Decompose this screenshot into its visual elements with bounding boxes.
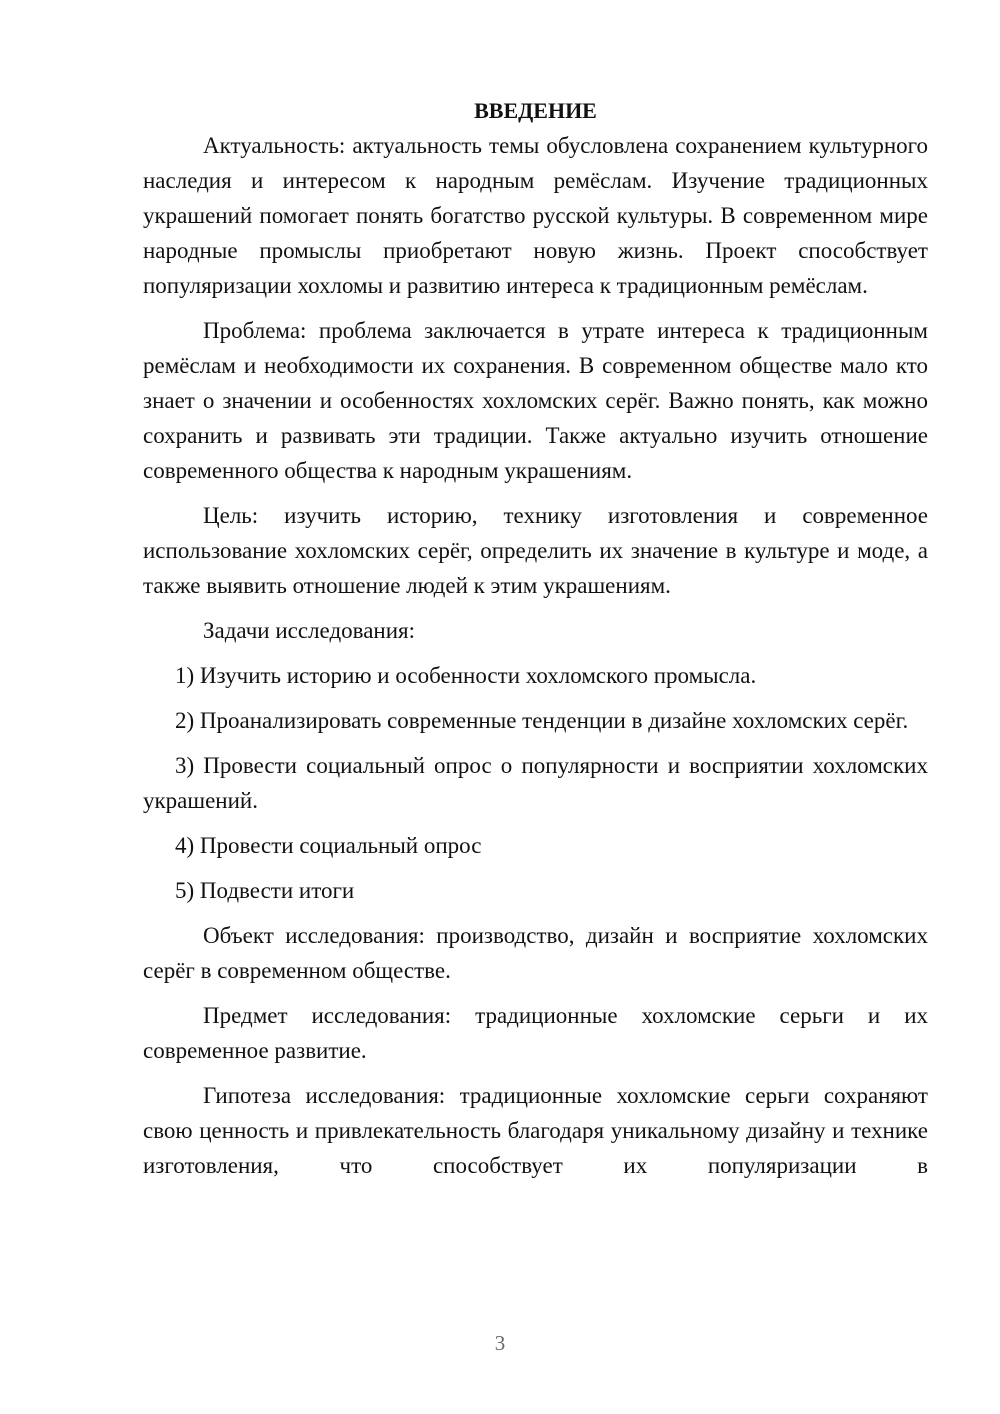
task-item: 2) Проанализировать современные тенденции в дизайне хохломских серёг.: [175, 708, 909, 733]
task-item: 4) Провести социальный опрос: [175, 833, 482, 858]
page-content: [143, 93, 928, 1193]
goal-paragraph: Цель: изучить историю, технику изготовления и современное использование хохломских серёг, определить их значение в культуре и моде, а также выявить отношение людей к этим украшениям.: [143, 503, 928, 598]
object-paragraph: Объект исследования: производство, дизайн и восприятие хохломских серёг в современном обществе.: [143, 923, 928, 983]
tasks-title: Задачи исследования:: [203, 618, 416, 643]
task-item: 3) Провести социальный опрос о популярности и восприятии хохломских украшений.: [143, 753, 928, 813]
section-heading: ВВЕДЕНИЕ: [474, 98, 597, 123]
relevance-paragraph: Актуальность: актуальность темы обусловлена сохранением культурного наследия и интересом к народным ремёслам. Изучение традиционных украшений помогает понять богатство русской культуры. В современном мире народные промыслы приобретают новую жизнь. Проект способствует популяризации хохломы и развитию интереса к традиционным ремёслам.: [143, 133, 928, 298]
task-item: 1) Изучить историю и особенности хохломского промысла.: [175, 663, 757, 688]
task-item: 5) Подвести итоги: [175, 878, 355, 903]
problem-paragraph: Проблема: проблема заключается в утрате интереса к традиционным ремёслам и необходимости их сохранения. В современном обществе мало кто знает о значении и особенностях хохломских серёг. Важно понять, как можно сохранить и развивать эти традиции. Также актуально изучить отношение современного общества к народным украшениям.: [143, 318, 928, 483]
hypothesis-paragraph: Гипотеза исследования: традиционные хохломские серьги сохраняют свою ценность и привлекательность благодаря уникальному дизайну и технике изготовления, что способствует их популяризации в: [143, 1083, 928, 1178]
page-number: 3: [494, 1331, 506, 1355]
subject-paragraph: Предмет исследования: традиционные хохломские серьги и их современное развитие.: [143, 1003, 928, 1063]
